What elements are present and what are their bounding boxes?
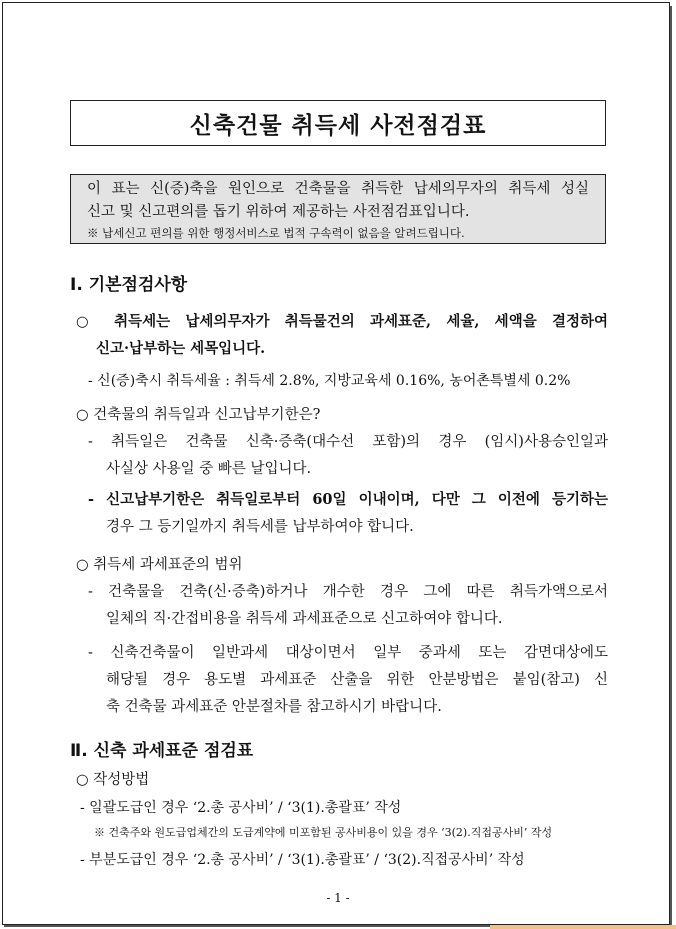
title-box <box>70 100 606 146</box>
section1-item: - 신고납부기한은 취득일로부터 60일 이내이며, 다만 그 이전에 등기하는 <box>88 491 608 508</box>
section1-item: ○ 취득세는 납세의무자가 취득물건의 과세표준, 세율, 세액을 결정하여 <box>76 313 608 330</box>
section2-line: - 일괄도급인 경우 ‘2.총 공사비’ / ‘3(1).총괄표’ 작성 <box>80 800 402 816</box>
section1-item: ○ 취득세 과세표준의 범위 <box>76 557 243 573</box>
section1-item: ○ 건축물의 취득일과 신고납부기한은? <box>76 407 321 423</box>
section1-item: - 건축물을 건축(신·증축)하거나 개수한 경우 그에 따른 취득가액으로서 <box>88 584 608 600</box>
notice-line: 이 표는 신(증)축을 원인으로 건축물을 취득한 납세의무자의 취득세 성실 <box>87 181 589 197</box>
section1-item: 일체의 직·간접비용을 취득세 과세표준으로 신고하여야 합니다. <box>106 611 503 627</box>
section1-item: 사실상 사용일 중 빠른 날입니다. <box>106 461 312 477</box>
section1-item: 해당될 경우 용도별 과세표준 산출을 위한 안분방법은 붙임(참고) 신 <box>106 672 608 688</box>
notice-disclaimer: ※ 납세신고 편의를 위한 행정서비스로 법적 구속력이 없음을 알려드립니다. <box>87 226 465 240</box>
section1-item: - 신축건축물이 일반과세 대상이면서 일부 중과세 또는 감면대상에도 <box>88 645 608 661</box>
page-title: 신축건물 취득세 사전점검표 <box>189 112 487 139</box>
section1-item: 축 건축물 과세표준 안분절차를 참고하시기 바랍니다. <box>106 699 442 715</box>
section1-item: - 신(증)축시 취득세율 : 취득세 2.8%, 지방교육세 0.16%, 농어촌특별세 0.2% <box>88 373 571 389</box>
page-shadow-right <box>670 6 672 927</box>
section2-sub: ○ 작성방법 <box>76 772 150 788</box>
notice-line: 신고 및 신고편의를 돕기 위하여 제공하는 사전점검표입니다. <box>87 204 470 220</box>
section2-line: - 부분도급인 경우 ‘2.총 공사비’ / ‘3(1).총괄표’ / ‘3(2).직접공사비’ 작성 <box>80 852 525 868</box>
section1-item: 신고·납부하는 세목입니다. <box>96 340 266 357</box>
section1-item: - 취득일은 건축물 신축·증축(대수선 포함)의 경우 (임시)사용승인일과 <box>88 434 608 450</box>
section1-item: 경우 그 등기일까지 취득세를 납부하여야 합니다. <box>106 519 414 535</box>
corner-accent <box>490 925 676 929</box>
section1-heading: Ⅰ. 기본점검사항 <box>70 275 188 295</box>
notice-box <box>70 174 606 244</box>
section2-heading: Ⅱ. 신축 과세표준 점검표 <box>70 741 254 761</box>
section2-note: ※ 건축주와 원도급업체간의 도급계약에 미포함된 공사비용이 있을 경우 ‘3(2).직접공사비’ 작성 <box>94 826 553 839</box>
page-number: - 1 - <box>326 891 350 905</box>
